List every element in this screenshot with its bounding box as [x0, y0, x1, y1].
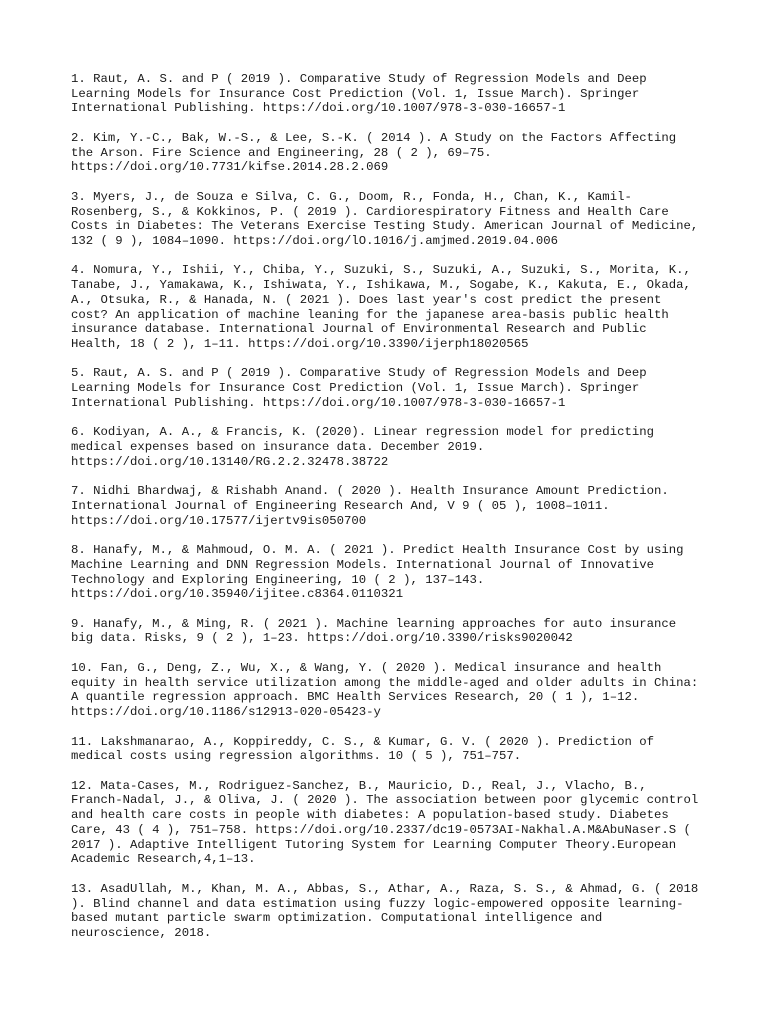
reference-entry-6: 6. Kodiyan, A. A., & Francis, K. (2020). Linear regression model for predicting medical expenses based on insurance data. December 2019. https://doi.org/10.13140/RG.2.2.32478.38722: [71, 425, 662, 469]
reference-entry-5: 5. Raut, A. S. and P ( 2019 ). Comparative Study of Regression Models and Deep Learning Models for Insurance Cost Prediction (Vol. 1, Issue March). Springer International Publishing. https://doi.org/10.1007/978-3-030-16657-1: [71, 366, 654, 410]
reference-entry-1: 1. Raut, A. S. and P ( 2019 ). Comparative Study of Regression Models and Deep Learning Models for Insurance Cost Prediction (Vol. 1, Issue March). Springer International Publishing. https://doi.org/10.1007/978-3-030-16657-1: [71, 72, 654, 116]
reference-entry-13: 13. AsadUllah, M., Khan, M. A., Abbas, S., Athar, A., Raza, S. S., & Ahmad, G. ( 2018 ). Blind channel and data estimation using fuzzy logic-empowered opposite learning-based mutant particle swarm optimization. Computational intelligence and neuroscience, 2018.: [71, 881, 706, 940]
reference-entry-9: 9. Hanafy, M., & Ming, R. ( 2021 ). Machine learning approaches for auto insurance big data. Risks, 9 ( 2 ), 1–23. https://doi.org/10.3390/risks9020042: [71, 616, 684, 646]
reference-entry-3: 3. Myers, J., de Souza e Silva, C. G., Doom, R., Fonda, H., Chan, K., Kamil-Rosenberg, S., & Kokkinos, P. ( 2019 ). Cardiorespiratory Fitness and Health Care Costs in Diabetes: The Veterans Exercise Testing Study. American Journal of Medicine, 132 ( 9 ), 1084–1090. https://doi.org/lO.1016/j.amjmed.2019.04.006: [71, 189, 706, 248]
reference-entry-12: 12. Mata-Cases, M., Rodriguez-Sanchez, B., Mauricio, D., Real, J., Vlacho, B., Franch-Nadal, J., & Oliva, J. ( 2020 ). The association between poor glycemic control and health care costs in people with diabetes: A population-based study. Diabetes Care, 43 ( 4 ), 751–758. https://doi.org/10.2337/dc19-0573AI-Nakhal.A.M&AbuNaser.S ( 2017 ). Adaptive Intelligent Tutoring System for Learning Computer Theory.European Academic Research,4,1–13.: [71, 778, 706, 867]
reference-entry-4: 4. Nomura, Y., Ishii, Y., Chiba, Y., Suzuki, S., Suzuki, A., Suzuki, S., Morita, K., Tanabe, J., Yamakawa, K., Ishiwata, Y., Ishikawa, M., Sogabe, K., Kakuta, E., Okada, A., Otsuka, R., & Hanada, N. ( 2021 ). Does last year's cost predict the present cost? An application of machine leaning for the japanese area-basis public health insurance database. International Journal of Environmental Research and Public Health, 18 ( 2 ), 1–11. https://doi.org/10.3390/ijerph18020565: [71, 263, 699, 351]
reference-entry-10: 10. Fan, G., Deng, Z., Wu, X., & Wang, Y. ( 2020 ). Medical insurance and health equity in health service utilization among the middle-aged and older adults in China: A quantile regression approach. BMC Health Services Research, 20 ( 1 ), 1–12. https://doi.org/10.1186/s12913-020-05423-y: [71, 660, 706, 720]
reference-entry-2: 2. Kim, Y.-C., Bak, W.-S., & Lee, S.-K. ( 2014 ). A Study on the Factors Affecting the Arson. Fire Science and Engineering, 28 ( 2 ), 69–75. https://doi.org/10.7731/kifse.2014.28.2.069: [71, 130, 684, 175]
reference-list: [71, 72, 706, 955]
reference-entry-7: 7. Nidhi Bhardwaj, & Rishabh Anand. ( 2020 ). Health Insurance Amount Prediction. International Journal of Engineering Research And, V 9 ( 05 ), 1008–1011. https://doi.org/10.17577/ijertv9is050700: [71, 484, 677, 528]
reference-entry-8: 8. Hanafy, M., & Mahmoud, O. M. A. ( 2021 ). Predict Health Insurance Cost by using Machine Learning and DNN Regression Models. International Journal of Innovative Technology and Exploring Engineering, 10 ( 2 ), 137–143. https://doi.org/10.35940/ijitee.c8364.0110321: [71, 543, 691, 602]
reference-entry-11: 11. Lakshmanarao, A., Koppireddy, C. S., & Kumar, G. V. ( 2020 ). Prediction of medical costs using regression algorithms. 10 ( 5 ), 751–757.: [71, 734, 662, 764]
